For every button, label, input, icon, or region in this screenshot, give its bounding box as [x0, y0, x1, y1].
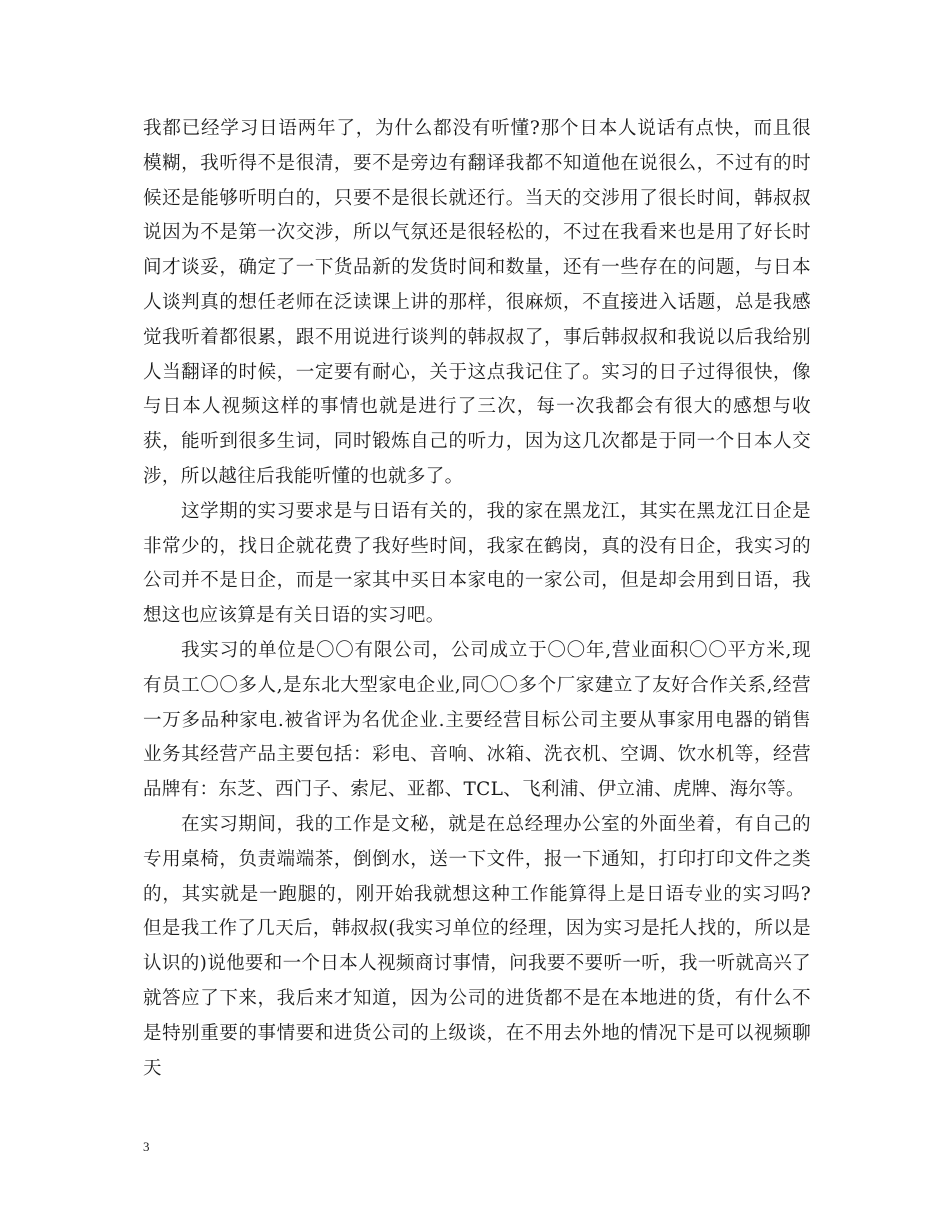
paragraph-company-profile: 我实习的单位是〇〇有限公司，公司成立于〇〇年,营业面积〇〇平方米,现有员工〇〇多人,是东北大型家电企业,同〇〇多个厂家建立了友好合作关系,经营一万多品种家电.被省评为名优企业.主要经营目标公司主要从事家用电器的销售业务其经营产品主要包括：彩电、音响、冰箱、洗衣机、空调、饮水机等，经营品牌有：东芝、西门子、索尼、亚都、TCL、飞利浦、伊立浦、虎牌、海尔等。 — [143, 639, 811, 801]
document-body — [143, 112, 811, 1086]
paragraph-internship-requirement: 这学期的实习要求是与日语有关的，我的家在黑龙江，其实在黑龙江日企是非常少的，找日企就花费了我好些时间，我家在鹤岗，真的没有日企，我实习的公司并不是日企，而是一家其中买日本家电的一家公司，但是却会用到日语，我想这也应该算是有关日语的实习吧。 — [143, 500, 811, 627]
page-number: 3 — [143, 1139, 150, 1154]
paragraph-continued: 我都已经学习日语两年了，为什么都没有听懂?那个日本人说话有点快，而且很模糊，我听得不是很清，要不是旁边有翻译我都不知道他在说很么，不过有的时候还是能够听明白的，只要不是很长就还行。当天的交涉用了很长时间，韩叔叔说因为不是第一次交涉，所以气氛还是很轻松的，不过在我看来也是用了好长时间才谈妥，确定了一下货品新的发货时间和数量，还有一些存在的问题，与日本人谈判真的想任老师在泛读课上讲的那样，很麻烦，不直接进入话题，总是我感觉我听着都很累，跟不用说进行谈判的韩叔叔了，事后韩叔叔和我说以后我给别人当翻译的时候，一定要有耐心，关于这点我记住了。实习的日子过得很快，像与日本人视频这样的事情也就是进行了三次，每一次我都会有很大的感想与收获，能听到很多生词，同时锻炼自己的听力，因为这几次都是于同一个日本人交涉，所以越往后我能听懂的也就多了。 — [143, 118, 811, 487]
paragraph-job-duties: 在实习期间，我的工作是文秘，就是在总经理办公室的外面坐着，有自己的专用桌椅，负责端端茶，倒倒水，送一下文件，报一下通知，打印打印文件之类的，其实就是一跑腿的，刚开始我就想这种工作能算得上是日语专业的实习吗?但是我工作了几天后，韩叔叔(我实习单位的经理，因为实习是托人找的，所以是认识的)说他要和一个日本人视频商讨事情，问我要不要听一听，我一听就高兴了就答应了下来，我后来才知道，因为公司的进货都不是在本地进的货，有什么不是特别重要的事情要和进货公司的上级谈，在不用去外地的情况下是可以视频聊天 — [143, 813, 811, 1079]
